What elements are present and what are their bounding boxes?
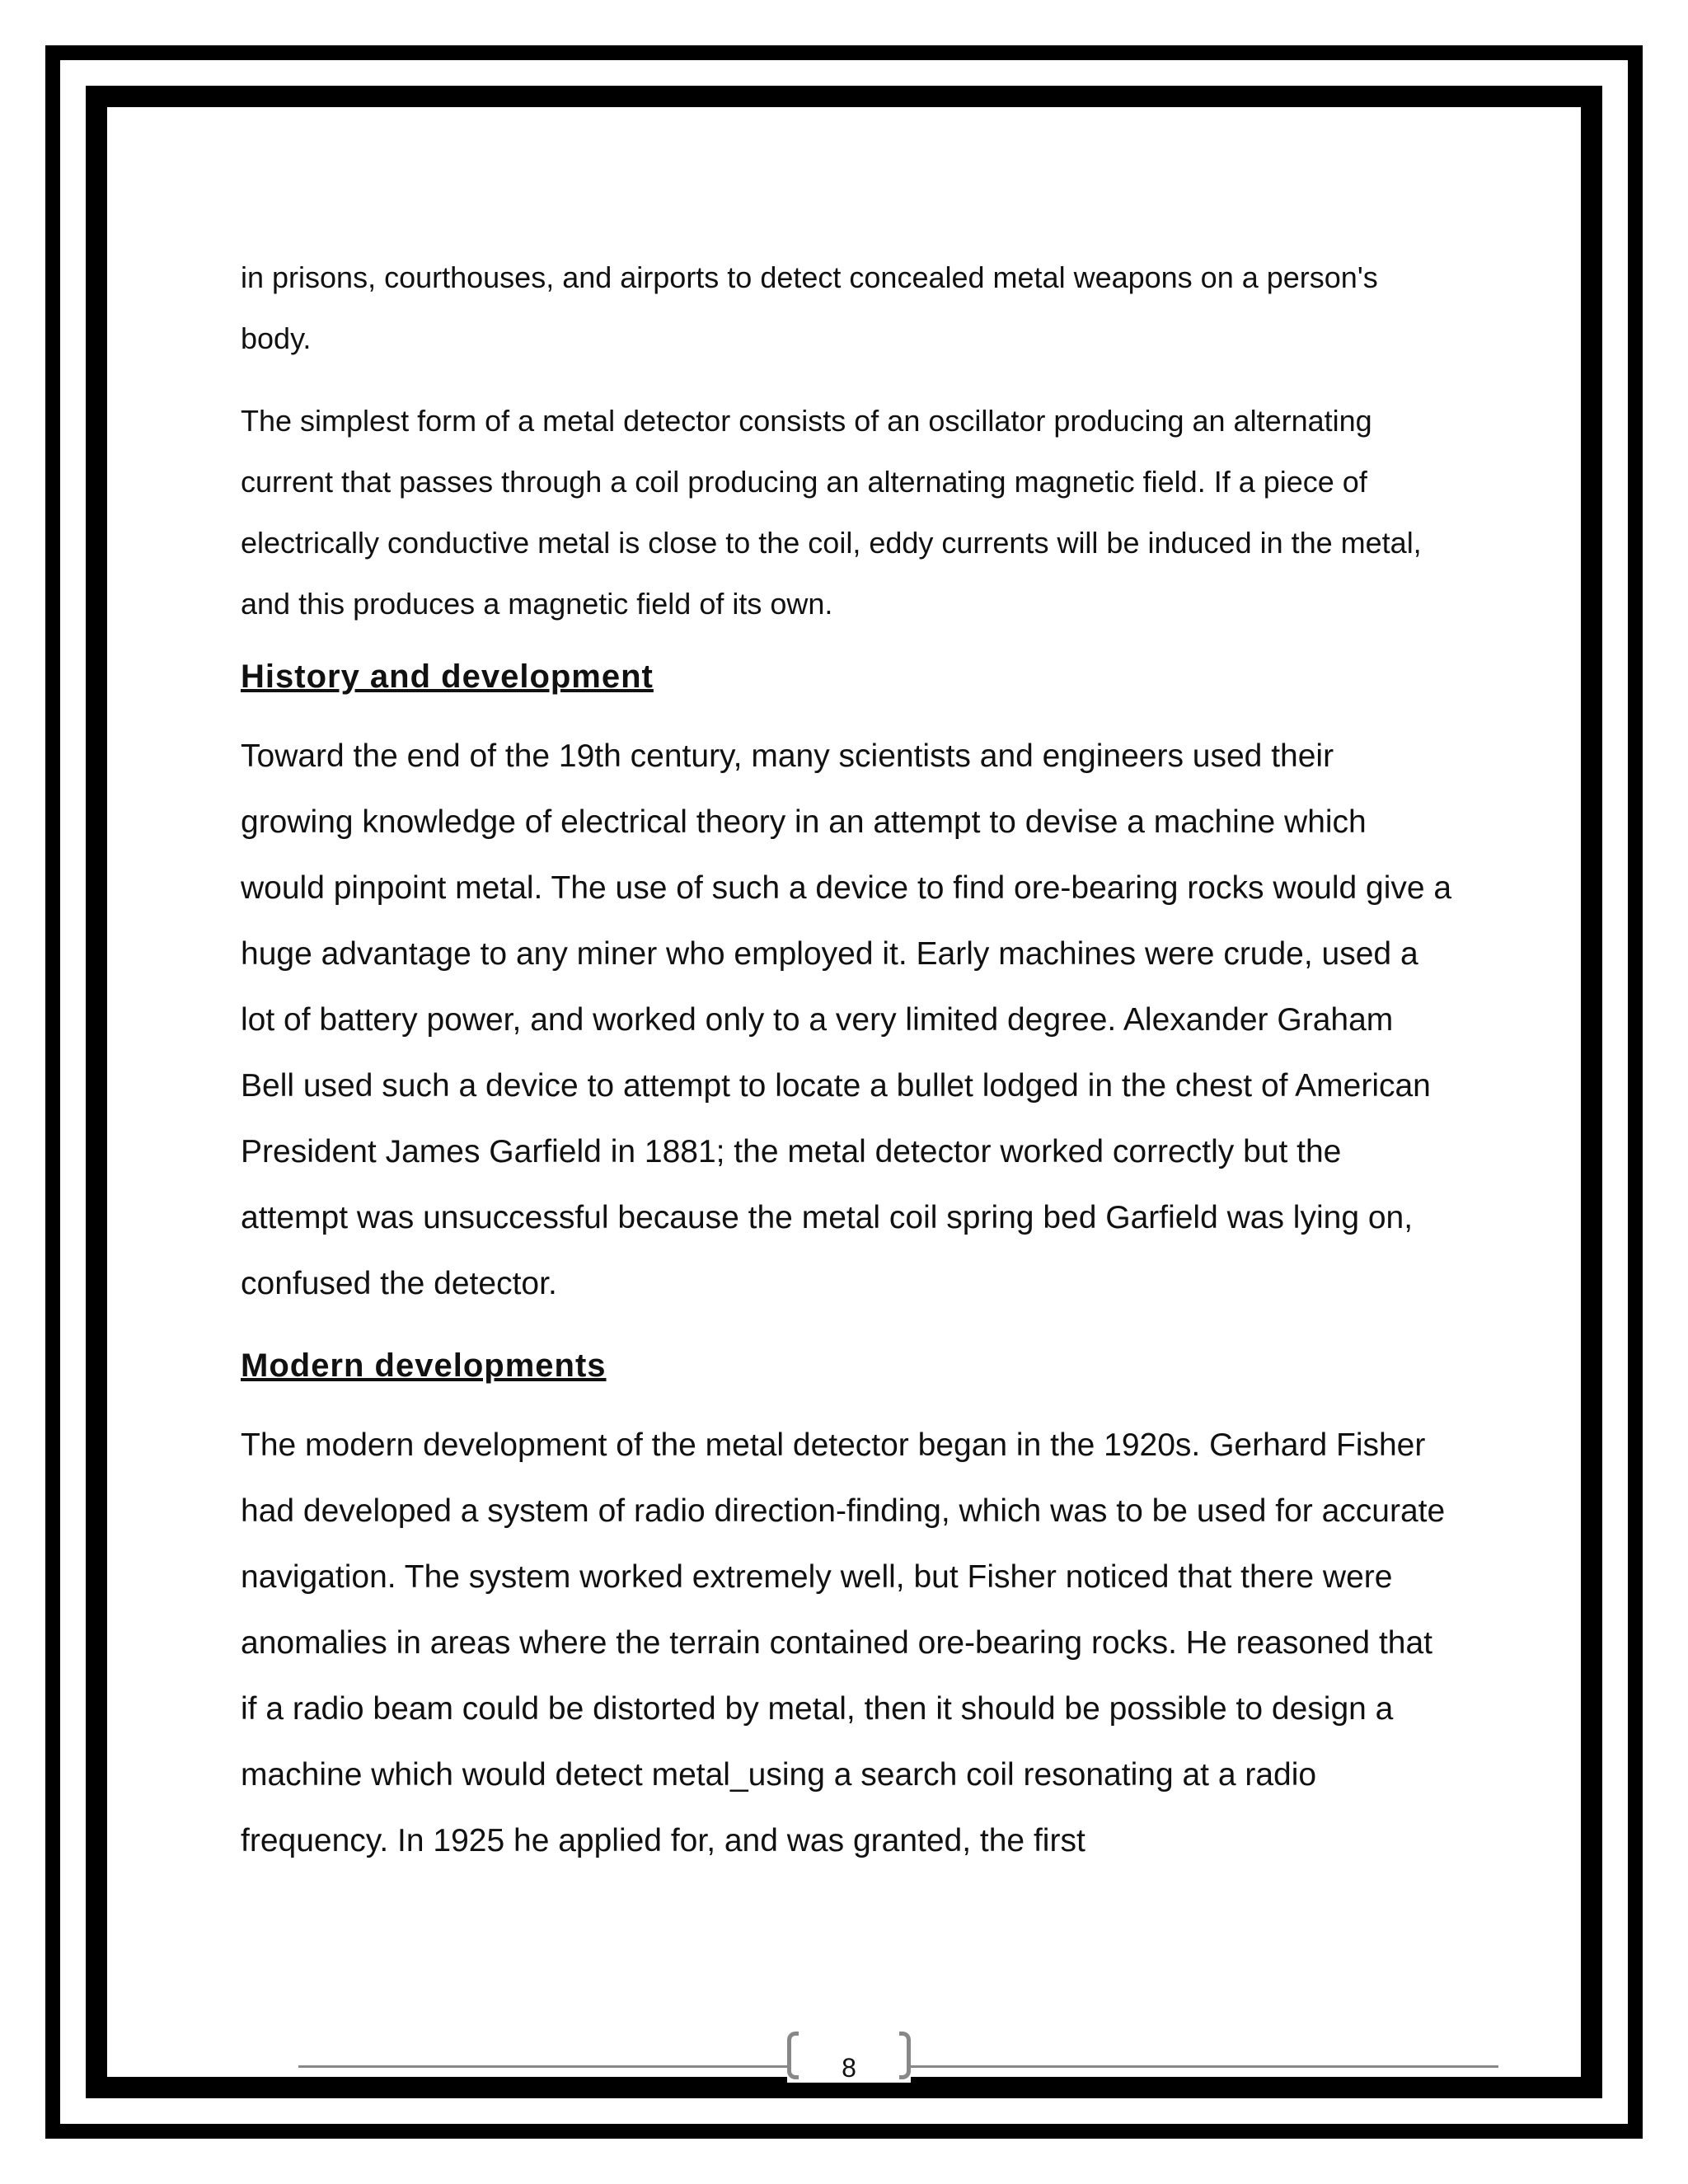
body-paragraph: The simplest form of a metal detector consists of an oscillator producing an alternating current that passes through a coil producing an alternating magnetic field. If a piece of electrically conductive metal is close to the coil, eddy currents will be induced in the metal, and this produces a magnetic field of its own.	[241, 404, 1422, 621]
page-content	[241, 247, 1452, 1902]
modern-paragraph: The modern development of the metal detector began in the 1920s. Gerhard Fisher had developed a system of radio direction-finding, which was to be used for accurate navigation. The system worked extremely well, but Fisher noticed that there were anomalies in areas where the terrain contained ore-bearing rocks. He reasoned that if a radio beam could be distorted by metal, then it should be possible to design a machine which would detect metal_using a search coil resonating at a radio frequency. In 1925 he applied for, and was granted, the first	[241, 1427, 1446, 1858]
history-paragraph: Toward the end of the 19th century, many scientists and engineers used their growing knowledge of electrical theory in an attempt to devise a machine which would pinpoint metal. The use of such a device to find ore-bearing rocks would give a huge advantage to any miner who employed it. Early machines were crude, used a lot of battery power, and worked only to a very limited degree. Alexander Graham Bell used such a device to attempt to locate a bullet lodged in the chest of American President James Garfield in 1881; the metal detector worked correctly but the attempt was unsuccessful because the metal coil spring bed Garfield was lying on, confused the detector.	[241, 738, 1452, 1301]
page-number: 8	[842, 2053, 856, 2083]
section-heading-history: History and development	[241, 658, 654, 695]
page-number-badge	[787, 2032, 911, 2083]
section-heading-modern: Modern developments	[241, 1347, 607, 1384]
body-paragraph: in prisons, courthouses, and airports to detect concealed metal weapons on a person's body.	[241, 260, 1378, 355]
right-bracket	[899, 2032, 911, 2079]
